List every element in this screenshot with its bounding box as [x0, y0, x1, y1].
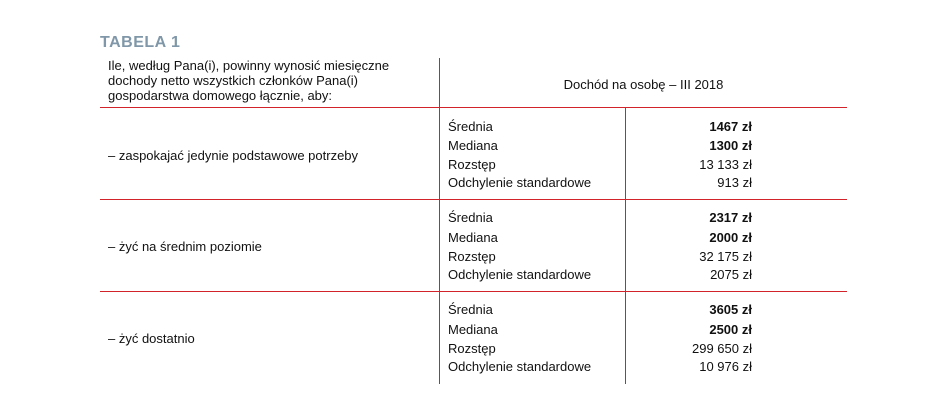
row-rule: [100, 291, 847, 292]
stat-name: Średnia: [448, 119, 493, 134]
column-header: Dochód na osobę – III 2018: [563, 77, 724, 92]
stat-value: 13 133 zł: [699, 157, 752, 172]
stat-value: 1300 zł: [709, 138, 752, 153]
stat-name: Mediana: [448, 322, 498, 337]
row-label: – żyć na średnim poziomie: [108, 239, 262, 254]
stat-value-divider: [625, 108, 626, 384]
stat-name: Odchylenie standardowe: [448, 267, 592, 282]
stat-value: 2000 zł: [709, 230, 752, 245]
stat-name: Średnia: [448, 302, 493, 317]
stat-value: 32 175 zł: [699, 249, 752, 264]
table-title: TABELA 1: [100, 34, 181, 51]
stat-name: Mediana: [448, 230, 498, 245]
stat-name: Odchylenie standardowe: [448, 359, 592, 374]
stat-name: Odchylenie standardowe: [448, 175, 592, 190]
stat-name: Mediana: [448, 138, 498, 153]
stat-name: Średnia: [448, 210, 493, 225]
stat-name: Rozstęp: [448, 341, 496, 356]
stat-value: 3605 zł: [709, 302, 752, 317]
stat-name: Rozstęp: [448, 157, 496, 172]
stat-value: 2500 zł: [709, 322, 752, 337]
question-header: Ile, według Pana(i), powinny wynosić miesięczne dochody netto wszystkich członków Pana(i) gospodarstwa domowego łącznie, aby:: [108, 58, 390, 103]
header-rule: [100, 107, 847, 108]
stat-value: 299 650 zł: [692, 341, 752, 356]
row-label: – zaspokajać jedynie podstawowe potrzeby: [108, 148, 359, 163]
stat-value: 913 zł: [717, 175, 752, 190]
stat-value: 2075 zł: [710, 267, 752, 282]
stat-value: 1467 zł: [709, 119, 752, 134]
stat-name: Rozstęp: [448, 249, 496, 264]
row-rule: [100, 199, 847, 200]
stat-value: 10 976 zł: [699, 359, 752, 374]
row-label: – żyć dostatnio: [108, 331, 195, 346]
stat-value: 2317 zł: [709, 210, 752, 225]
